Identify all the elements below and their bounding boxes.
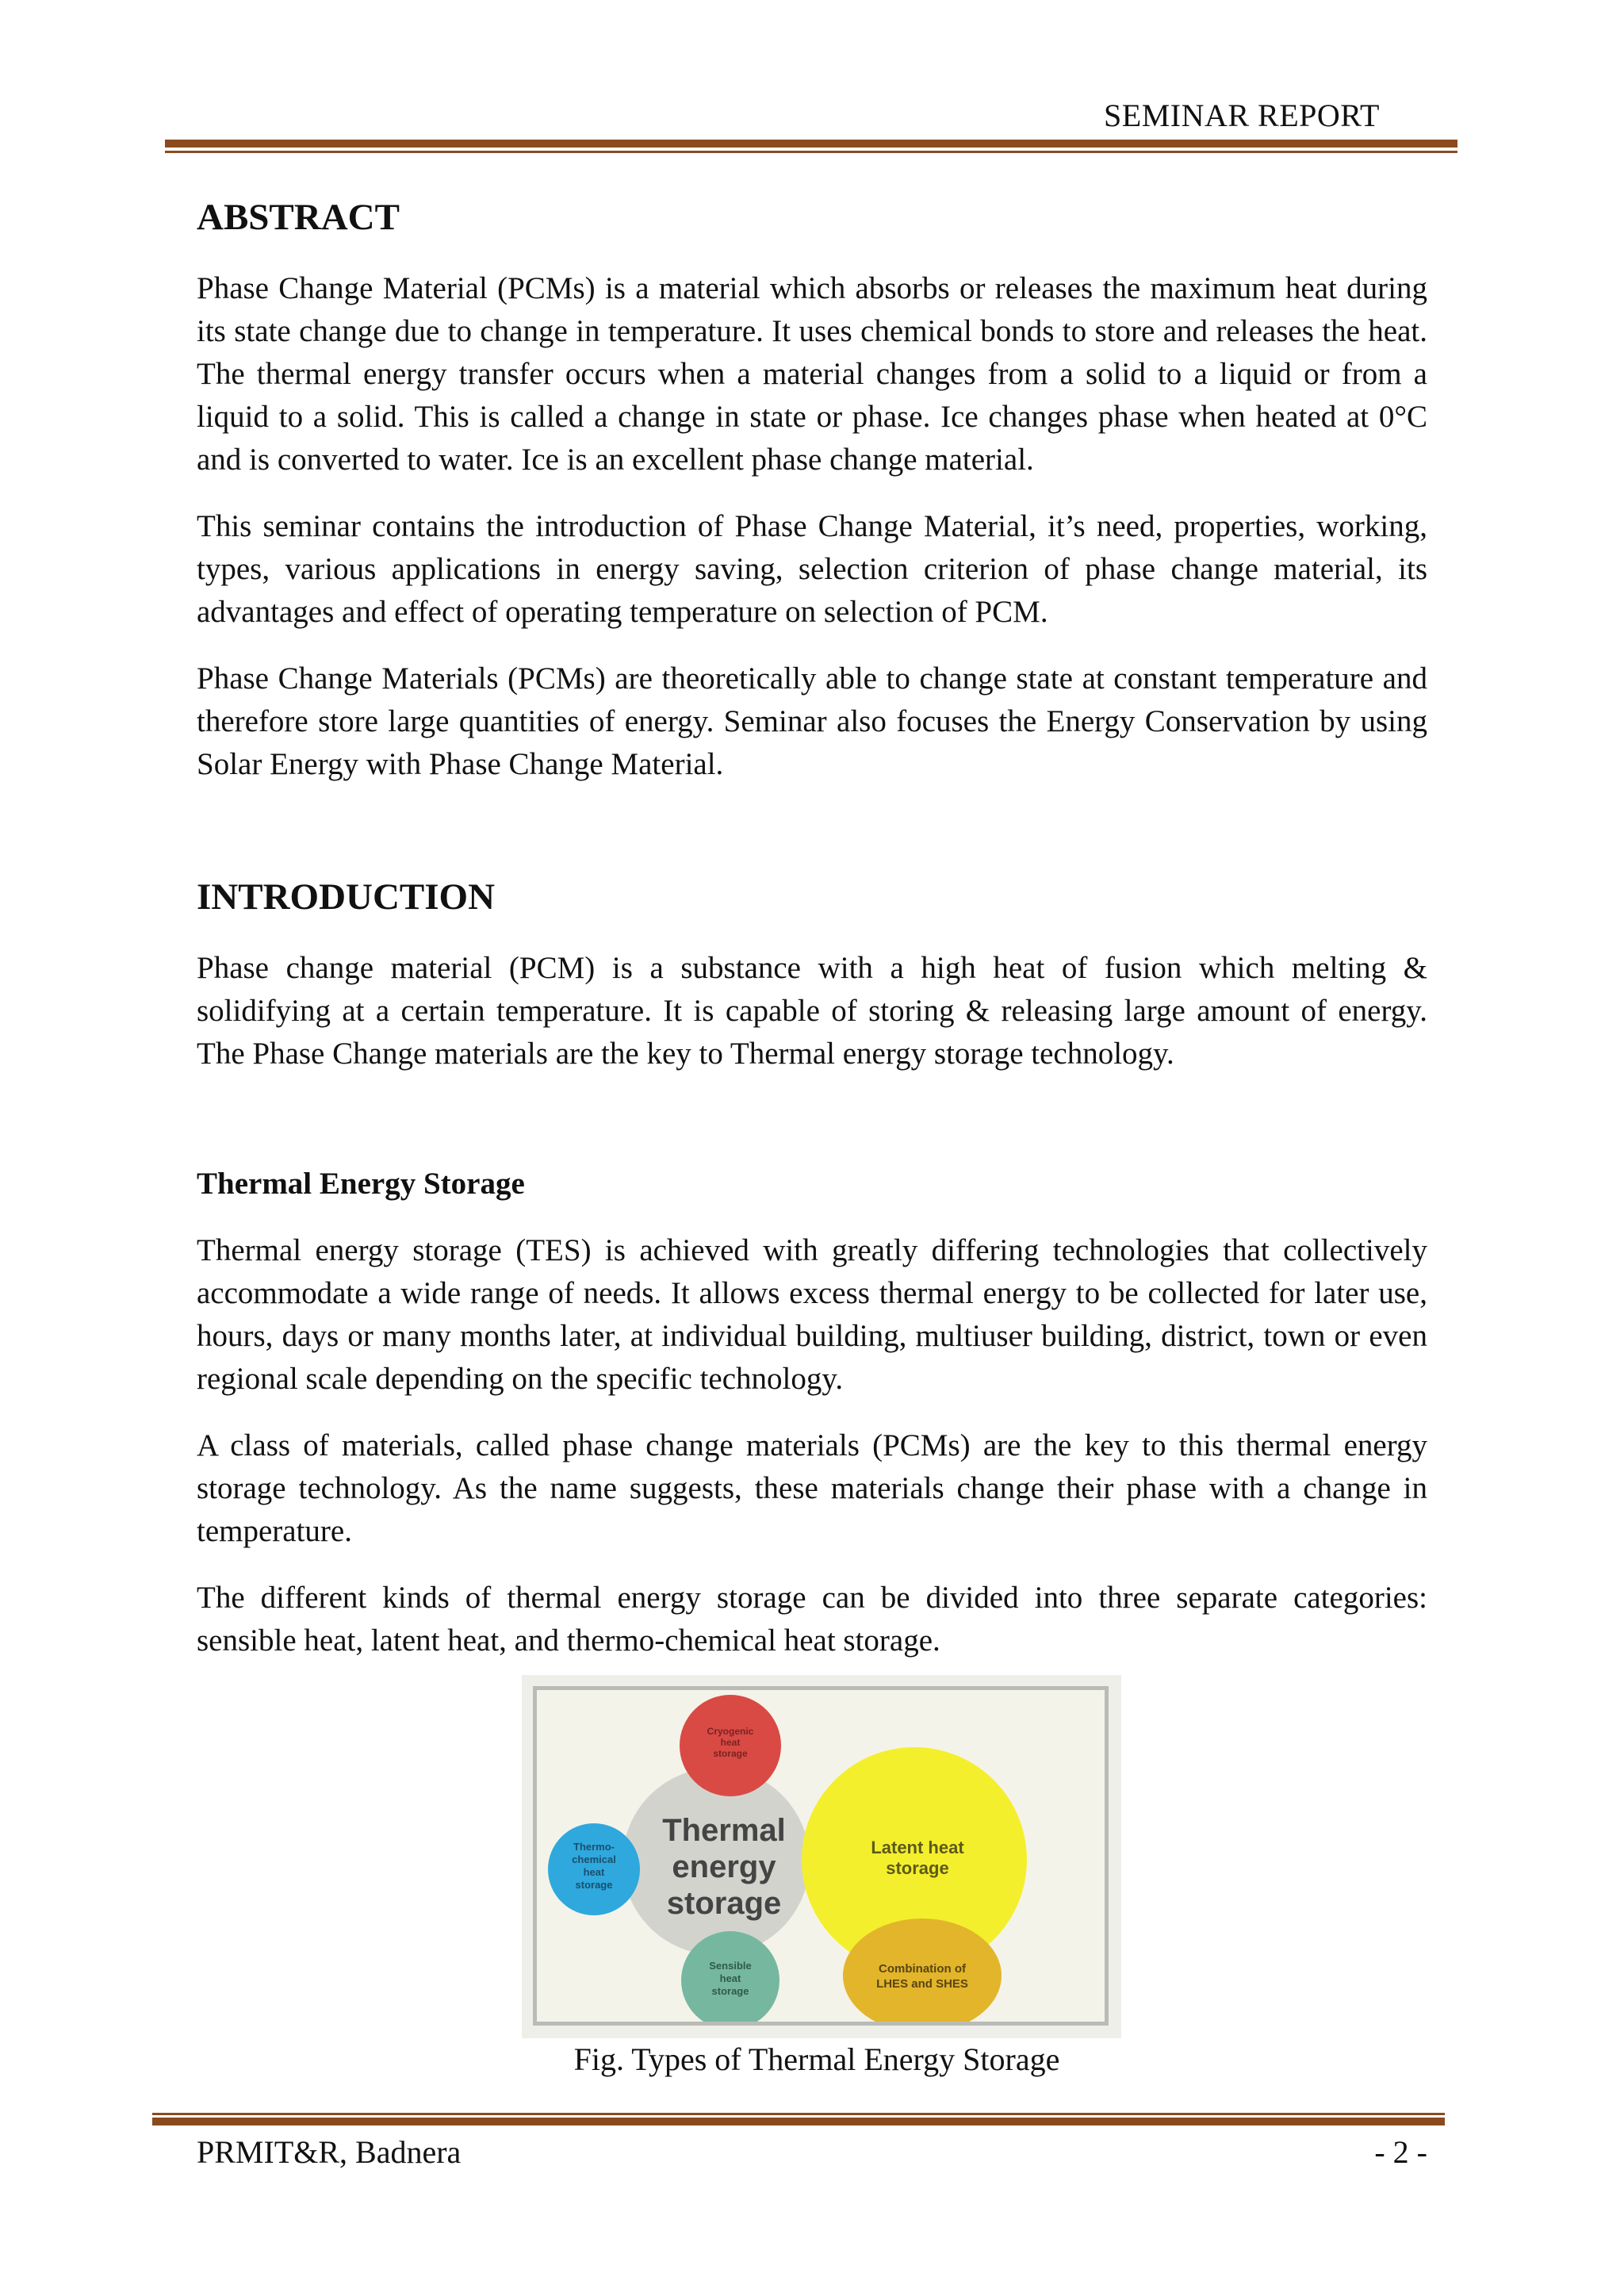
page-number: - 2 -	[1374, 2134, 1427, 2170]
thermo-label-line-3: heat	[583, 1866, 605, 1878]
abstract-heading: ABSTRACT	[197, 197, 400, 238]
header-rule	[165, 140, 1457, 148]
abstract-paragraph-1: Phase Change Material (PCMs) is a material which absorbs or releases the maximum heat during its state change due to change in temperature. It uses chemical bonds to store and releases the heat. The thermal energy transfer occurs when a material changes from a solid to a liquid or from a liquid to a solid. This is called a change in state or phase. Ice changes phase when heated at 0°C and is converted to water. Ice is an excellent phase change material.	[197, 271, 1427, 477]
cryogenic-label-line-2: heat	[720, 1737, 741, 1748]
cryogenic-label-line-3: storage	[713, 1748, 748, 1759]
tes-paragraph-1: Thermal energy storage (TES) is achieved with greatly differing technologies that collectively accommodate a wide range of needs. It allows excess thermal energy to be collected for later use, hours, days or many months later, at individual building, multiuser building, district, town or even regional scale depending on the specific technology.	[197, 1233, 1427, 1396]
combination-label-line-2: LHES and SHES	[876, 1977, 968, 1991]
tes-paragraph-2: A class of materials, called phase change materials (PCMs) are the key to this thermal energy storage technology. As the name suggests, these materials change their phase with a change in temperature.	[197, 1428, 1427, 1548]
tes-heading: Thermal Energy Storage	[197, 1167, 525, 1201]
tes-paragraph-3: The different kinds of thermal energy storage can be divided into three separate categories: sensible heat, latent heat, and thermo-chemical heat storage.	[197, 1581, 1427, 1658]
sensible-label-line-1: Sensible	[709, 1960, 752, 1972]
introduction-heading: INTRODUCTION	[197, 876, 496, 918]
abstract-paragraph-2: This seminar contains the introduction of Phase Change Material, it’s need, properties, working, types, various applications in energy saving, selection criterion of phase change material, its advantages and effect of operating temperature on selection of PCM.	[197, 509, 1427, 629]
sensible-label-line-3: storage	[711, 1985, 749, 1997]
sensible-label-line-2: heat	[719, 1972, 741, 1984]
footer-rule-thin	[152, 2113, 1445, 2115]
latent-label-line-2: storage	[886, 1858, 949, 1878]
footer-rule	[152, 2118, 1445, 2125]
thermo-label-line-4: storage	[575, 1879, 613, 1891]
center-label-line-2: energy	[672, 1849, 776, 1884]
footer-institution: PRMIT&R, Badnera	[197, 2134, 462, 2170]
center-label-line-1: Thermal	[662, 1813, 786, 1848]
abstract-paragraph-3: Phase Change Materials (PCMs) are theoretically able to change state at constant temperature and therefore store large quantities of energy. Seminar also focuses the Energy Conservation by using Solar Energy with Phase Change Material.	[197, 661, 1427, 781]
thermo-label-line-1: Thermo-	[573, 1841, 615, 1853]
thermo-label-line-2: chemical	[572, 1853, 616, 1865]
tes-types-figure	[522, 1675, 1121, 2038]
combination-label-line-1: Combination of	[879, 1962, 966, 1976]
tes-types-diagram	[537, 1690, 1105, 2022]
running-header: SEMINAR REPORT	[1104, 98, 1380, 133]
latent-label-line-1: Latent heat	[871, 1838, 964, 1857]
introduction-paragraph: Phase change material (PCM) is a substance with a high heat of fusion which melting & solidifying at a certain temperature. It is capable of storing & releasing large amount of energy. The Phase Change materials are the key to Thermal energy storage technology.	[197, 951, 1427, 1071]
center-label-line-3: storage	[666, 1886, 782, 1921]
figure-frame	[533, 1686, 1109, 2026]
cryogenic-label-line-1: Cryogenic	[707, 1726, 754, 1737]
figure-caption: Fig. Types of Thermal Energy Storage	[573, 2041, 1060, 2077]
header-rule-thin	[165, 151, 1457, 153]
